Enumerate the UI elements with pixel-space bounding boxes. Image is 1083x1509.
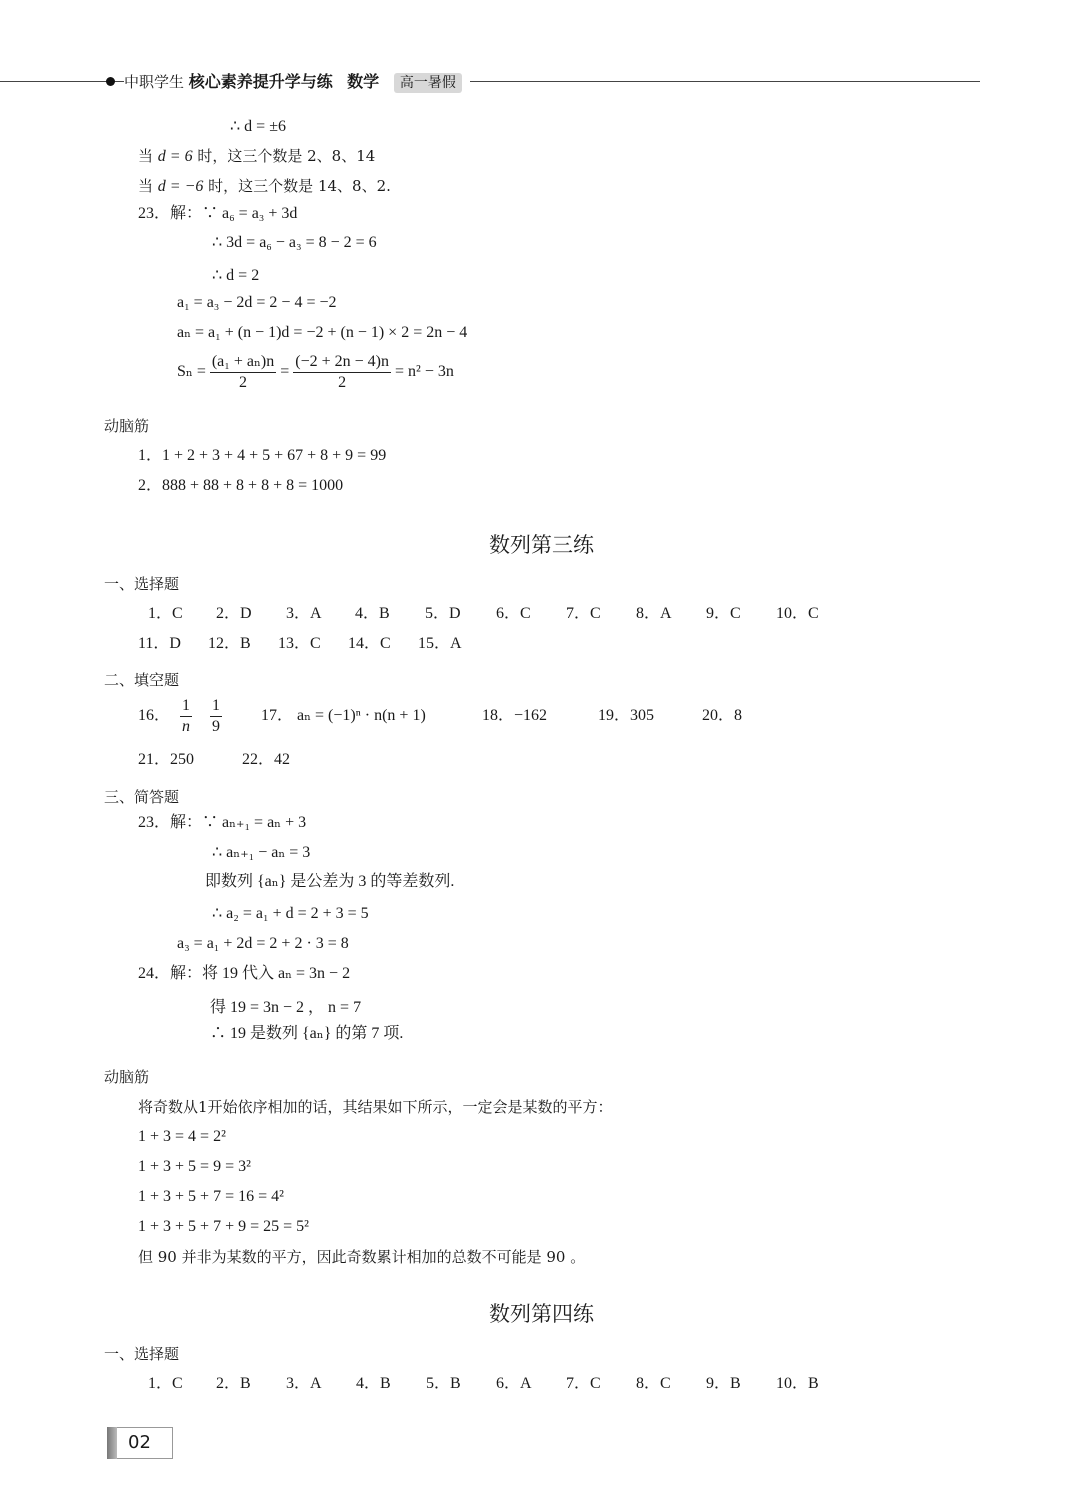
q24-step: 得 19 = 3n − 2 ， n = 7 [210, 999, 362, 1016]
answer: 10．B [776, 1375, 819, 1392]
fill-22: 22．42 [242, 751, 291, 768]
brain-eq: 1 + 3 + 5 + 7 + 9 = 25 = 5² [138, 1218, 309, 1235]
q23-step: ∴ a₂ = a₁ + d = 2 + 3 = 5 [212, 905, 369, 922]
text: 时，这三个数是 2、8、14 [197, 147, 376, 165]
brain-eq: 1 + 3 + 5 + 7 = 16 = 4² [138, 1188, 284, 1205]
answer: 12．B [208, 635, 251, 652]
q23-line3: ∴ d = 2 [212, 267, 260, 284]
sum-lhs: Sₙ = [177, 363, 206, 381]
answer: 6．A [496, 1375, 532, 1392]
answer: 1．C [148, 605, 183, 622]
line-d6 [138, 146, 375, 167]
label: 16． [138, 707, 171, 725]
answer: 5．D [425, 605, 461, 622]
q23-line2: ∴ 3d = a₆ − a₃ = 8 − 2 = 6 [212, 234, 377, 251]
denominator: 2 [239, 374, 248, 391]
answer: 13．C [278, 635, 321, 652]
answer: 6．C [496, 605, 531, 622]
page-number: 02 [128, 1432, 151, 1453]
brain-title: 动脑筋 [104, 1068, 150, 1086]
q23-line1: 23．解：∵ a₆ = a₃ + 3d [138, 205, 298, 222]
page-number-tab [107, 1427, 117, 1459]
answer: 8．C [636, 1375, 671, 1392]
answer: 7．C [566, 605, 601, 622]
denominator: 9 [212, 718, 221, 735]
q24-step: ∴ 19 是数列 {aₙ} 的第 7 项. [210, 1025, 404, 1042]
answer: 15．A [418, 635, 462, 652]
answer: 10．C [776, 605, 819, 622]
fraction [210, 696, 222, 737]
answer: 4．B [355, 605, 390, 622]
fraction [293, 352, 391, 393]
q23-step: a₃ = a₁ + 2d = 2 + 2 · 3 = 8 [177, 935, 349, 952]
answer: 3．A [286, 605, 322, 622]
answer: 3．A [286, 1375, 322, 1392]
q23-step: 即数列 {aₙ} 是公差为 3 的等差数列. [205, 873, 455, 890]
section-title: 数列第三练 [489, 533, 594, 557]
brain-eq: 1 + 3 = 4 = 2² [138, 1128, 226, 1145]
answer: 4．B [356, 1375, 391, 1392]
numerator: 1 [180, 696, 192, 717]
header-badge: 高一暑假 [394, 73, 462, 93]
q23-step: ∴ aₙ₊₁ − aₙ = 3 [212, 844, 311, 861]
numerator: (−2 + 2n − 4)n [293, 352, 391, 373]
q23-line5: aₙ = a₁ + (n − 1)d = −2 + (n − 1) × 2 = 2n − 4 [177, 324, 468, 341]
fill-20: 20．8 [702, 707, 743, 724]
answer: 2．B [216, 1375, 251, 1392]
answer: 1．C [148, 1375, 183, 1392]
fraction [180, 696, 192, 737]
choice-answers-row [138, 634, 462, 654]
q23-line4: a₁ = a₃ − 2d = 2 − 4 = −2 [177, 294, 337, 311]
q24-step: 24．解：将 19 代入 aₙ = 3n − 2 [138, 965, 351, 982]
denominator: 2 [338, 374, 347, 391]
fill-16 [138, 696, 222, 737]
sum-formula [177, 352, 454, 393]
choice-title: 一、选择题 [104, 575, 180, 593]
answer: 11．D [138, 635, 181, 652]
brain-item: 2．888 + 88 + 8 + 8 + 8 = 1000 [138, 477, 344, 494]
numerator: 1 [210, 696, 222, 717]
answer: 9．B [706, 1375, 741, 1392]
math: d = −6 [157, 178, 204, 195]
text: 当 [138, 177, 154, 195]
sum-rhs: = n² − 3n [395, 363, 454, 381]
brain-title: 动脑筋 [104, 417, 150, 435]
short-answer-title: 三、简答题 [104, 788, 180, 806]
brain-intro: 将奇数从1开始依序相加的话，其结果如下所示，一定会是某数的平方： [138, 1098, 613, 1116]
math: d = 6 [157, 148, 193, 165]
fill-17: 17． aₙ = (−1)ⁿ · n(n + 1) [261, 707, 426, 724]
fill-19: 19．305 [598, 707, 655, 724]
fill-18: 18．−162 [482, 707, 548, 724]
header-title: 核心素养提升学与练 [188, 72, 333, 91]
line-dneg6 [138, 176, 391, 197]
header-subject: 数学 [347, 72, 380, 91]
fraction [210, 352, 276, 393]
section-title: 数列第四练 [489, 1302, 594, 1326]
brain-item: 1．1 + 2 + 3 + 4 + 5 + 67 + 8 + 9 = 99 [138, 447, 387, 464]
answer: 7．C [566, 1375, 601, 1392]
equals: = [280, 363, 290, 381]
q23-step: 23．解：∵ aₙ₊₁ = aₙ + 3 [138, 814, 307, 831]
answer: 9．C [706, 605, 741, 622]
line-d-plusminus: ∴ d = ±6 [230, 118, 286, 135]
answer: 5．B [426, 1375, 461, 1392]
brain-conclusion: 但 90 并非为某数的平方，因此奇数累计相加的总数不可能是 90 。 [138, 1248, 586, 1266]
running-header [124, 72, 470, 93]
fill-21: 21．250 [138, 751, 195, 768]
answer: 8．A [636, 605, 672, 622]
numerator: (a₁ + aₙ)n [210, 352, 276, 373]
header-prefix: 中职学生 [124, 73, 185, 91]
header-bullet-icon [106, 77, 115, 86]
fill-title: 二、填空题 [104, 671, 180, 689]
text: 当 [138, 147, 154, 165]
choice-answers-row [148, 604, 819, 624]
brain-eq: 1 + 3 + 5 = 9 = 3² [138, 1158, 251, 1175]
denominator: n [182, 718, 191, 735]
choice-title: 一、选择题 [104, 1345, 180, 1363]
answer: 14．C [348, 635, 391, 652]
choice-answers-row [148, 1374, 819, 1394]
answer: 2．D [216, 605, 252, 622]
text: 时，这三个数是 14、8、2. [208, 177, 391, 195]
